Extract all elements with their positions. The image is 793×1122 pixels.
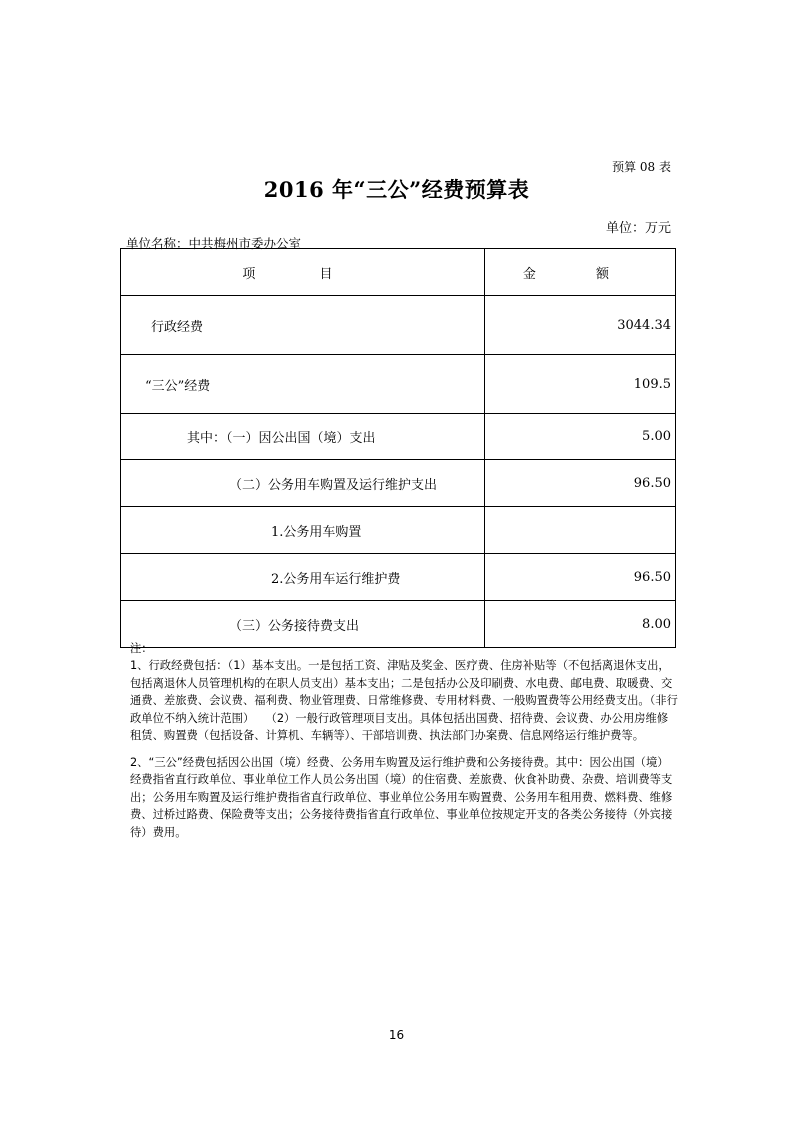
- table-row: [121, 507, 676, 554]
- page-title: 2016 年“三公”经费预算表: [263, 177, 530, 202]
- row-amount-three-public: 109.5: [485, 355, 676, 414]
- row-item-vehicle-purchase: 1.公务用车购置: [121, 507, 485, 554]
- page-number: 16: [388, 1028, 405, 1042]
- table-row: [121, 414, 676, 460]
- table-header-row: [121, 249, 676, 296]
- row-item-vehicle-maintenance: 2.公务用车运行维护费: [121, 554, 485, 601]
- column-header-item: [121, 249, 485, 296]
- notes-label: 注：: [130, 642, 153, 655]
- table-row: [121, 554, 676, 601]
- table-row: [121, 296, 676, 355]
- notes-section-1: [130, 640, 678, 744]
- table-row: [121, 355, 676, 414]
- row-item-overseas: 其中：（一）因公出国（境）支出: [121, 414, 485, 460]
- notes-section-2: [130, 754, 678, 841]
- row-amount-administrative: 3044.34: [485, 296, 676, 355]
- row-amount-vehicle: 96.50: [485, 460, 676, 507]
- row-item-administrative: 行政经费: [121, 296, 485, 355]
- row-amount-overseas: 5.00: [485, 414, 676, 460]
- column-header-amount-label: 金 额: [522, 266, 638, 282]
- unit-label: 单位：万元: [605, 221, 671, 236]
- row-item-three-public: “三公”经费: [121, 355, 485, 414]
- table-row: [121, 460, 676, 507]
- column-header-amount: [485, 249, 676, 296]
- note-three-public-expenses: 2、“三公”经费包括因公出国（境）经费、公务用车购置及运行维护费和公务接待费。其中：因公出国（境）经费指省直行政单位、事业单位工作人员公务出国（境）的住宿费、差旅费、伙食补助费、杂费、培训费等支出；公务用车购置及运行维护费指省直行政单位、事业单位公务用车购置费、公务用车租用费、燃料费、维修费、过桥过路费、保险费等支出；公务接待费指省直行政单位、事业单位按规定开支的各类公务接待（外宾接待）费用。: [130, 756, 673, 839]
- row-amount-reception: 8.00: [485, 601, 676, 648]
- column-header-item-label: 项 目: [242, 266, 363, 282]
- budget-table: [120, 248, 676, 648]
- note-administrative-expenses: 1、行政经费包括：（1）基本支出。一是包括工资、津贴及奖金、医疗费、住房补贴等（不包括离退休支出，包括离退休人员管理机构的在职人员支出）基本支出；二是包括办公及印刷费、水电费、邮电费、取暖费、交通费、差旅费、会议费、福利费、物业管理费、日常维修费、专用材料费、一般购置费等公用经费支出。（非行政单位不纳入统计范围） （2）一般行政管理项目支出。具体包括出国费、招待费、会议费、办公用房维修租赁、购置费（包括设备、计算机、车辆等）、干部培训费、执法部门办案费、信息网络运行维护费等。: [130, 659, 678, 743]
- form-number: 预算 08 表: [612, 160, 671, 174]
- row-item-vehicle: （二）公务用车购置及运行维护支出: [121, 460, 485, 507]
- row-item-reception: （三）公务接待费支出: [121, 601, 485, 648]
- organization-name: 单位名称：中共梅州市委办公室: [126, 236, 302, 251]
- row-amount-vehicle-purchase: [485, 507, 676, 554]
- row-amount-vehicle-maintenance: 96.50: [485, 554, 676, 601]
